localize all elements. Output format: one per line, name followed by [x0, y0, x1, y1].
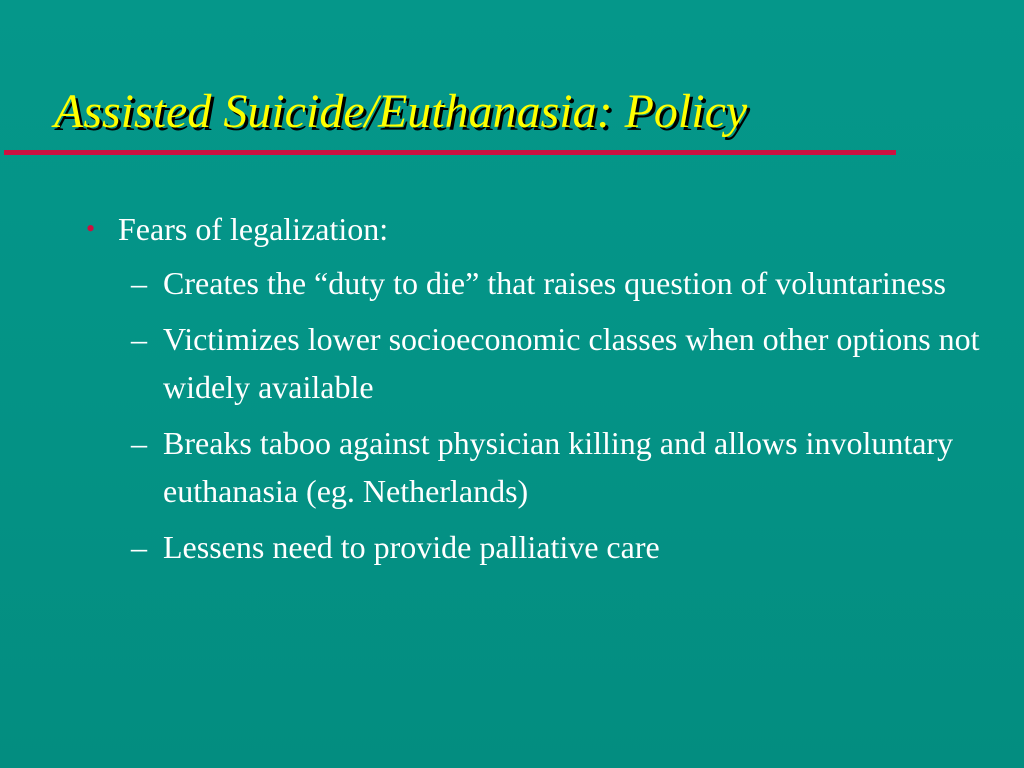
sub-bullet-item [131, 419, 986, 515]
sub-bullet-item [131, 523, 986, 571]
title-underline-rule [4, 150, 896, 155]
sub-bullet-text: Breaks taboo against physician killing and allows involuntary euthanasia (eg. Netherlands) [163, 425, 954, 509]
sub-bullet-list [86, 259, 986, 571]
dash-marker-icon: – [131, 321, 147, 357]
sub-bullet-item [131, 259, 986, 307]
bullet-marker-icon: • [86, 214, 96, 243]
dash-marker-icon: – [131, 529, 147, 565]
bullet-text: Fears of legalization: [118, 211, 389, 247]
slide-title: Assisted Suicide/Euthanasia: Policy [54, 85, 748, 138]
sub-bullet-item [131, 315, 986, 411]
sub-bullet-text: Victimizes lower socioeconomic classes when other options not widely available [163, 321, 980, 405]
sub-bullet-text: Creates the “duty to die” that raises question of voluntariness [163, 265, 946, 301]
bullet-item [86, 205, 986, 253]
dash-marker-icon: – [131, 265, 147, 301]
dash-marker-icon: – [131, 425, 147, 461]
slide-body [86, 205, 986, 579]
sub-bullet-text: Lessens need to provide palliative care [163, 529, 660, 565]
